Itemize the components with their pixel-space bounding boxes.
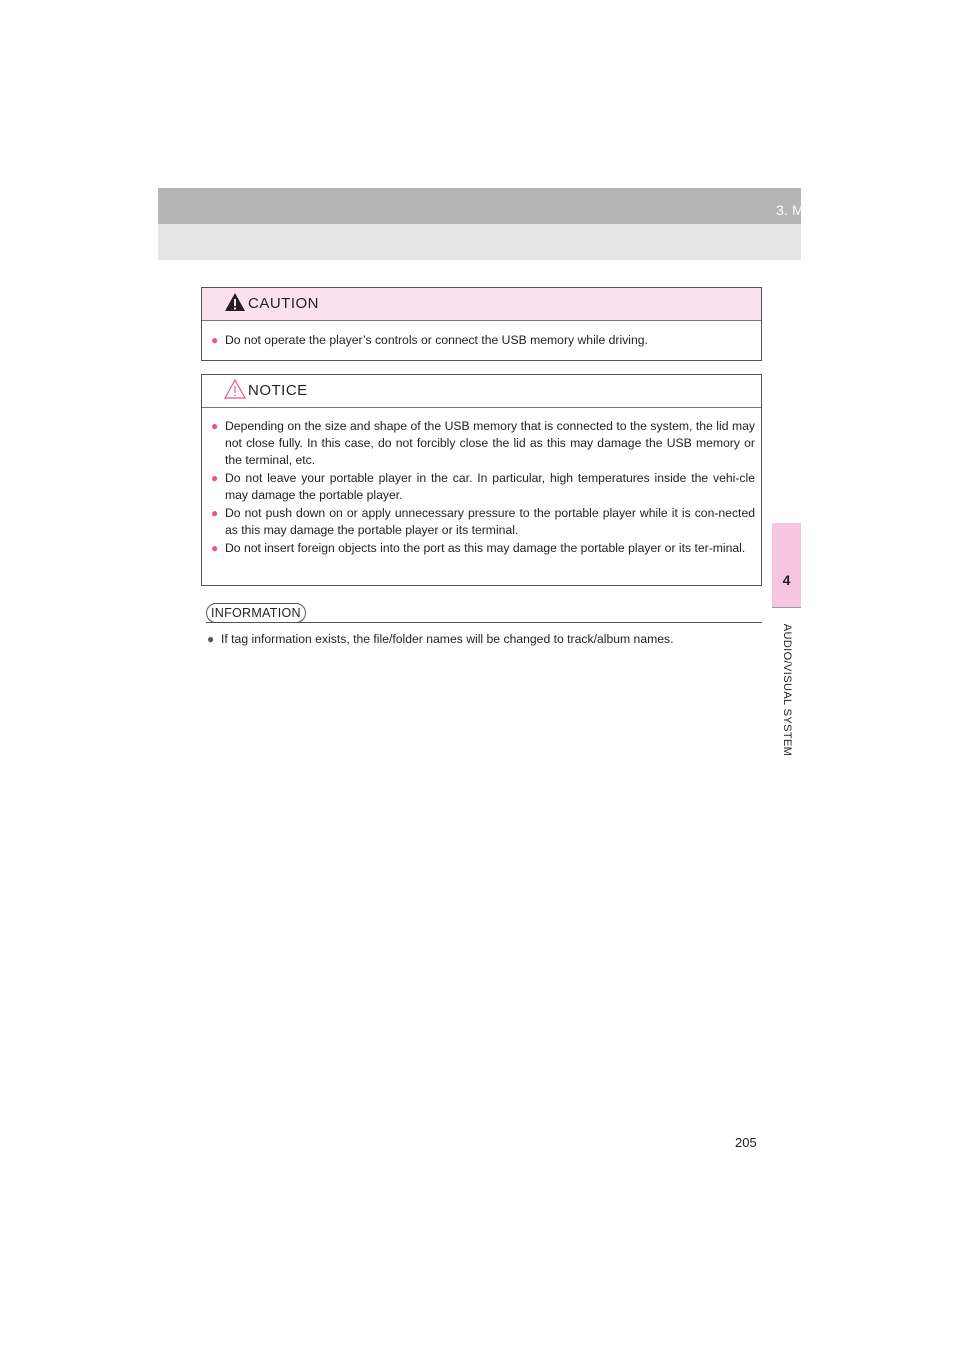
information-label: INFORMATION: [206, 603, 306, 623]
caution-item-text: Do not operate the player’s controls or connect the USB memory while driving.: [225, 333, 648, 347]
notice-box: [201, 374, 762, 586]
header-band-lower: [158, 224, 801, 260]
notice-item: [211, 470, 755, 504]
notice-item: [211, 540, 755, 557]
bullet-icon: ●: [207, 632, 215, 646]
information-item: [207, 631, 762, 648]
bullet-icon: ●: [211, 333, 219, 347]
notice-item-text: Depending on the size and shape of the USB memory that is connected to the system, the lid may not close fully. In this case, do not forcibly close the lid as this may damage the USB memory or the terminal, etc.: [225, 419, 755, 467]
bullet-icon: ●: [211, 506, 219, 520]
caution-box: [201, 287, 762, 361]
notice-item-text: Do not push down on or apply unnecessary pressure to the portable player while it is con-nected as this may damage the portable player or its terminal.: [225, 506, 755, 537]
notice-title: NOTICE: [248, 382, 308, 399]
chapter-number: 4: [782, 572, 791, 588]
information-rule: [206, 622, 762, 623]
warning-filled-icon: [224, 291, 246, 313]
bullet-icon: ●: [211, 419, 219, 433]
chapter-label: AUDIO/VISUAL SYSTEM: [781, 623, 793, 757]
caution-title: CAUTION: [248, 295, 319, 312]
notice-item-text: Do not insert foreign objects into the port as this may damage the portable player or its ter-minal.: [225, 541, 746, 555]
bullet-icon: ●: [211, 541, 219, 555]
caution-header: [202, 288, 761, 321]
caution-body: [202, 321, 761, 360]
notice-item: [211, 418, 755, 469]
notice-header: [202, 375, 761, 408]
bullet-icon: ●: [211, 471, 219, 485]
notice-item-text: Do not leave your portable player in the car. In particular, high temperatures inside the vehi-cle may damage the portable player.: [225, 471, 755, 502]
notice-item: [211, 505, 755, 539]
caution-item: [211, 332, 755, 349]
chapter-tab: [772, 523, 801, 607]
information-item-text: If tag information exists, the file/folder names will be changed to track/album names.: [221, 632, 674, 646]
header-band: [158, 188, 801, 224]
section-title: 3. MEDIA OPERATION: [775, 202, 924, 218]
side-divider: [772, 607, 801, 608]
notice-body: [202, 408, 761, 568]
page-number: 205: [735, 1135, 757, 1150]
warning-outline-icon: [224, 378, 246, 400]
information-body: [207, 631, 762, 649]
